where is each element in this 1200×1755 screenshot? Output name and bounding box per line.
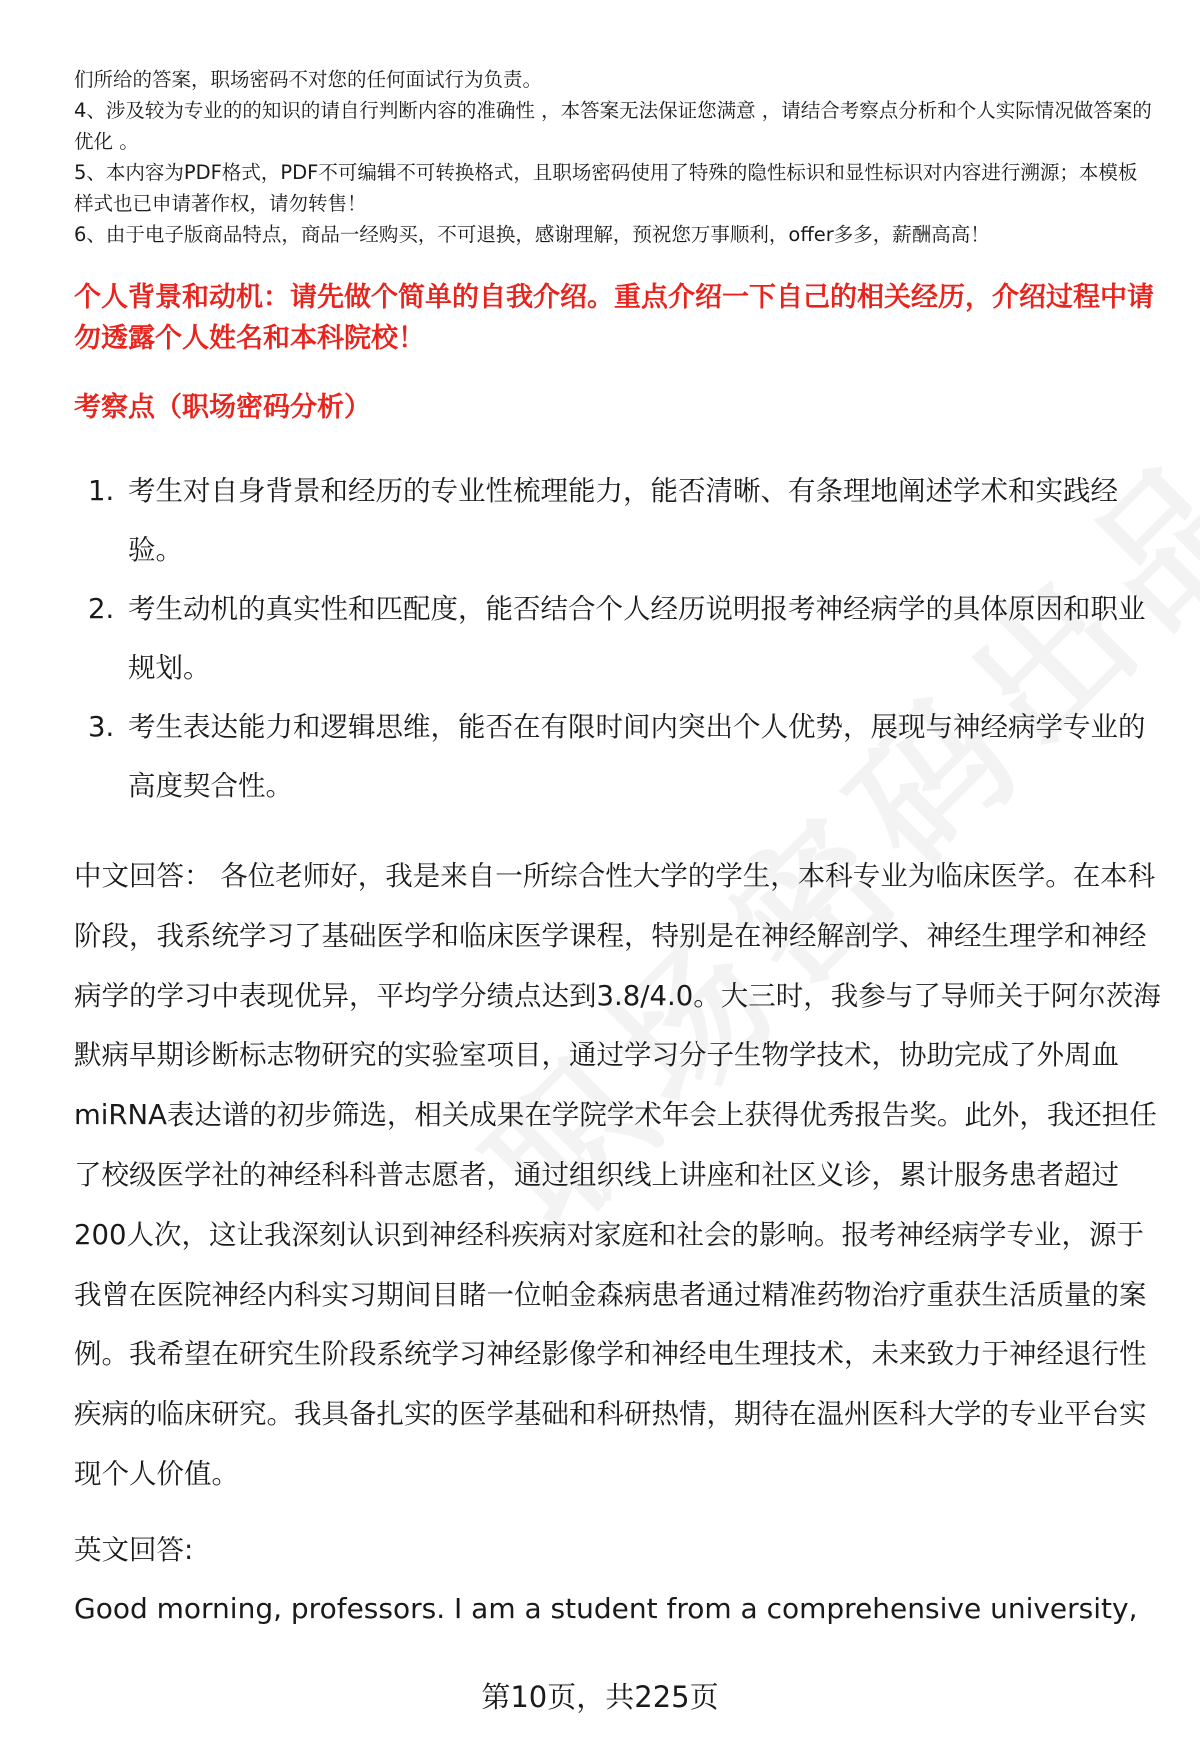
list-item — [74, 698, 1154, 816]
english-answer: Good morning, professors. I am a student from a comprehensive university, — [74, 1592, 1138, 1625]
key-points-list — [74, 462, 1154, 816]
item-text: 考生表达能力和逻辑思维，能否在有限时间内突出个人优势，展现与神经病学专业的高度契合性。 — [128, 711, 1146, 802]
note-line: 们所给的答案，职场密码不对您的任何面试行为负责。 — [74, 68, 543, 91]
item-number: 1. — [88, 475, 115, 507]
key-points-title: 考察点（职场密码分析） — [74, 392, 371, 423]
interview-question: 个人背景和动机：请先做个简单的自我介绍。重点介绍一下自己的相关经历，介绍过程中请勿透露个人姓名和本科院校！ — [74, 282, 1154, 354]
item-number: 2. — [88, 593, 115, 625]
item-number: 3. — [88, 711, 115, 743]
note-line: 6、由于电子版商品特点，商品一经购买，不可退换，感谢理解，预祝您万事顺利，offer多多，薪酬高高！ — [74, 223, 990, 246]
list-item — [74, 462, 1154, 580]
note-line: 5、本内容为PDF格式，PDF不可编辑不可转换格式，且职场密码使用了特殊的隐性标识和显性标识对内容进行溯源；本模板样式也已申请著作权，请勿转售！ — [74, 161, 1138, 215]
item-text: 考生对自身背景和经历的专业性梳理能力，能否清晰、有条理地阐述学术和实践经验。 — [128, 475, 1118, 566]
chinese-answer: 中文回答： 各位老师好，我是来自一所综合性大学的学生，本科专业为临床医学。在本科阶段，我系统学习了基础医学和临床医学课程，特别是在神经解剖学、神经生理学和神经病学的学习中表现优异，平均学分绩点达到3.8/4.0。大三时，我参与了导师关于阿尔茨海默病早期诊断标志物研究的实验室项目，通过学习分子生物学技术，协助完成了外周血miRNA表达谱的初步筛选，相关成果在学院学术年会上获得优秀报告奖。此外，我还担任了校级医学社的神经科科普志愿者，通过组织线上讲座和社区义诊，累计服务患者超过200人次，这让我深刻认识到神经科疾病对家庭和社会的影响。报考神经病学专业，源于我曾在医院神经内科实习期间目睹一位帕金森病患者通过精准药物治疗重获生活质量的案例。我希望在研究生阶段系统学习神经影像学和神经电生理技术，未来致力于神经退行性疾病的临床研究。我具备扎实的医学基础和科研热情，期待在温州医科大学的专业平台实现个人价值。 — [74, 860, 1161, 1490]
item-text: 考生动机的真实性和匹配度，能否结合个人经历说明报考神经病学的具体原因和职业规划。 — [128, 593, 1146, 684]
notes-section — [74, 64, 1154, 250]
page-number: 第10页，共225页 — [481, 1680, 719, 1714]
english-answer-label: 英文回答: — [74, 1534, 194, 1566]
list-item — [74, 580, 1154, 698]
note-line: 4、涉及较为专业的的知识的请自行判断内容的准确性 ，本答案无法保证您满意 ，请结合考察点分析和个人实际情况做答案的优化 。 — [74, 99, 1152, 153]
